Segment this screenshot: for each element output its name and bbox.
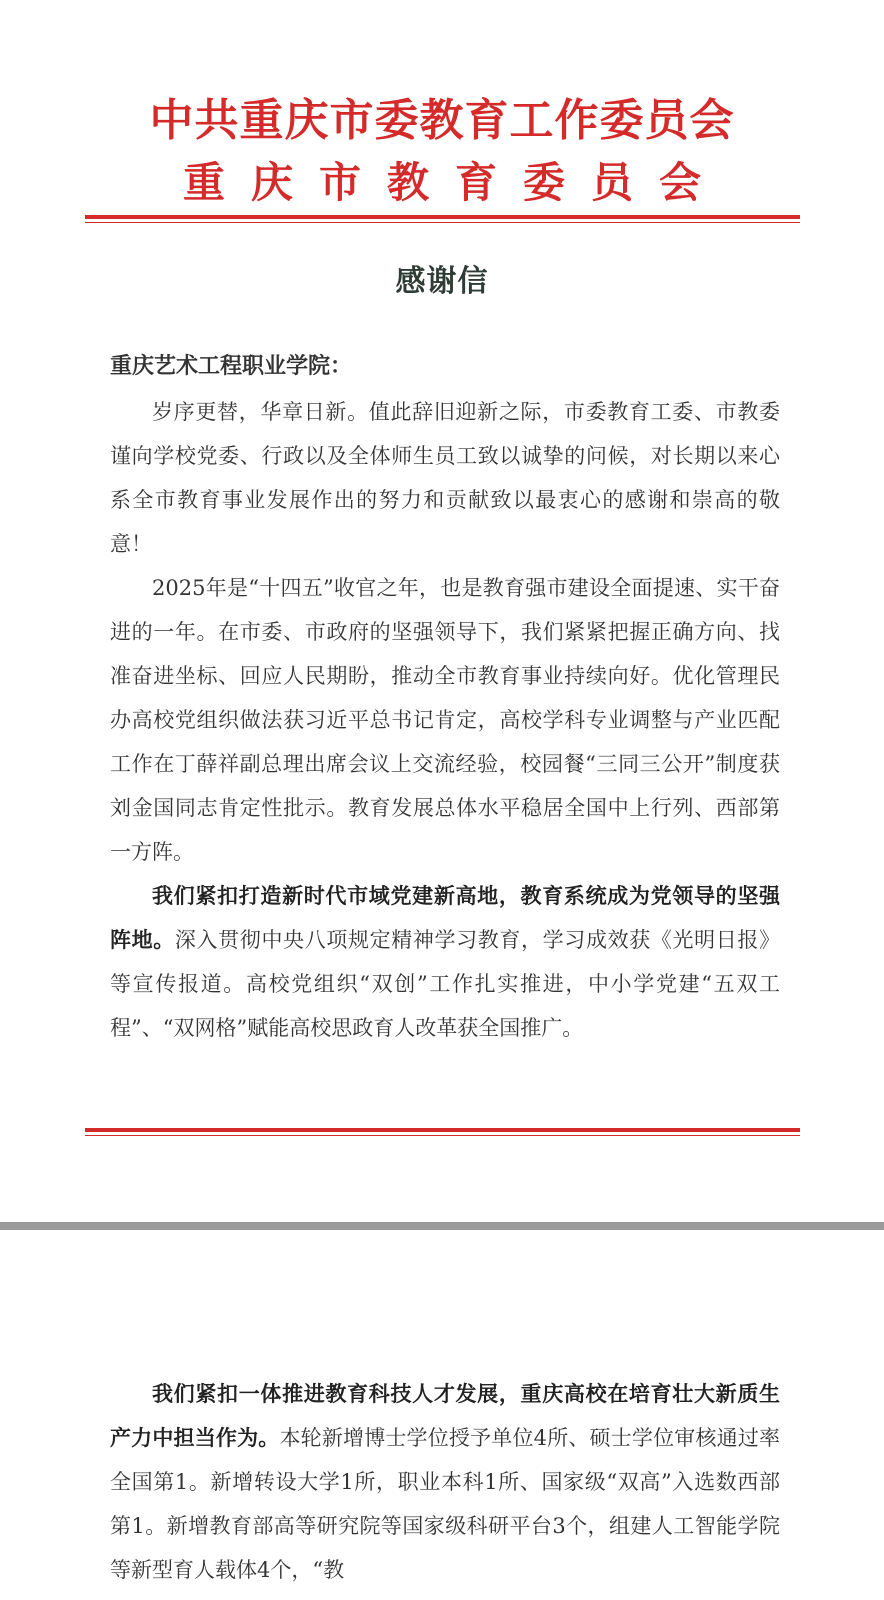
header-red-rule — [85, 215, 800, 223]
letter-title: 感谢信 — [395, 264, 489, 299]
page-separator — [0, 1222, 884, 1230]
letter-body-page-2 — [110, 1372, 780, 1592]
header-org-line-1: 中共重庆市委教育工作委员会 — [149, 95, 735, 146]
paragraph-talent-development-lead: 我们紧扣一体推进教育科技人才发展，重庆高校在培育壮大新质生产力中担当作为。 — [110, 1381, 780, 1450]
paragraph-party-building-lead: 我们紧扣打造新时代市域党建新高地，教育系统成为党领导的坚强阵地。 — [110, 883, 780, 952]
paragraph-greeting: 岁序更替，华章日新。值此辞旧迎新之际，市委教育工委、市教委谨向学校党委、行政以及全体师生员工致以诚挚的问候，对长期以来心系全市教育事业发展作出的努力和贡献致以最衷心的感谢和崇高的敬意！ — [110, 400, 780, 556]
paragraph-talent-development — [110, 1372, 780, 1592]
paragraph-party-building-text: 深入贯彻中央八项规定精神学习教育，学习成效获《光明日报》等宣传报道。高校党组织“双创”工作扎实推进，中小学党建“五双工程”、“双网格”赋能高校思政育人改革获全国推广。 — [110, 928, 781, 1040]
paragraph-party-building — [110, 874, 780, 1050]
footer-red-rule — [85, 1128, 800, 1136]
paragraph-2025-review: 2025年是“十四五”收官之年，也是教育强市建设全面提速、实干奋进的一年。在市委、市政府的坚强领导下，我们紧紧把握正确方向、找准奋进坐标、回应人民期盼，推动全市教育事业持续向好。优化管理民办高校党组织做法获习近平总书记肯定，高校学科专业调整与产业匹配工作在丁薛祥副总理出席会议上交流经验，校园餐“三同三公开”制度获刘金国同志肯定性批示。教育发展总体水平稳居全国中上行列、西部第一方阵。 — [110, 576, 780, 864]
paragraph-talent-development-text: 本轮新增博士学位授予单位4所、硕士学位审核通过率全国第1。新增转设大学1所，职业本科1所、国家级“双高”入选数西部第1。新增教育部高等研究院等国家级科研平台3个，组建人工智能学院等新型育人载体4个，“教 — [110, 1426, 781, 1582]
letter-salutation: 重庆艺术工程职业学院： — [110, 354, 353, 379]
letter-body-page-1 — [110, 390, 780, 1050]
header-org-line-2: 重庆市教育委员会 — [182, 158, 727, 207]
